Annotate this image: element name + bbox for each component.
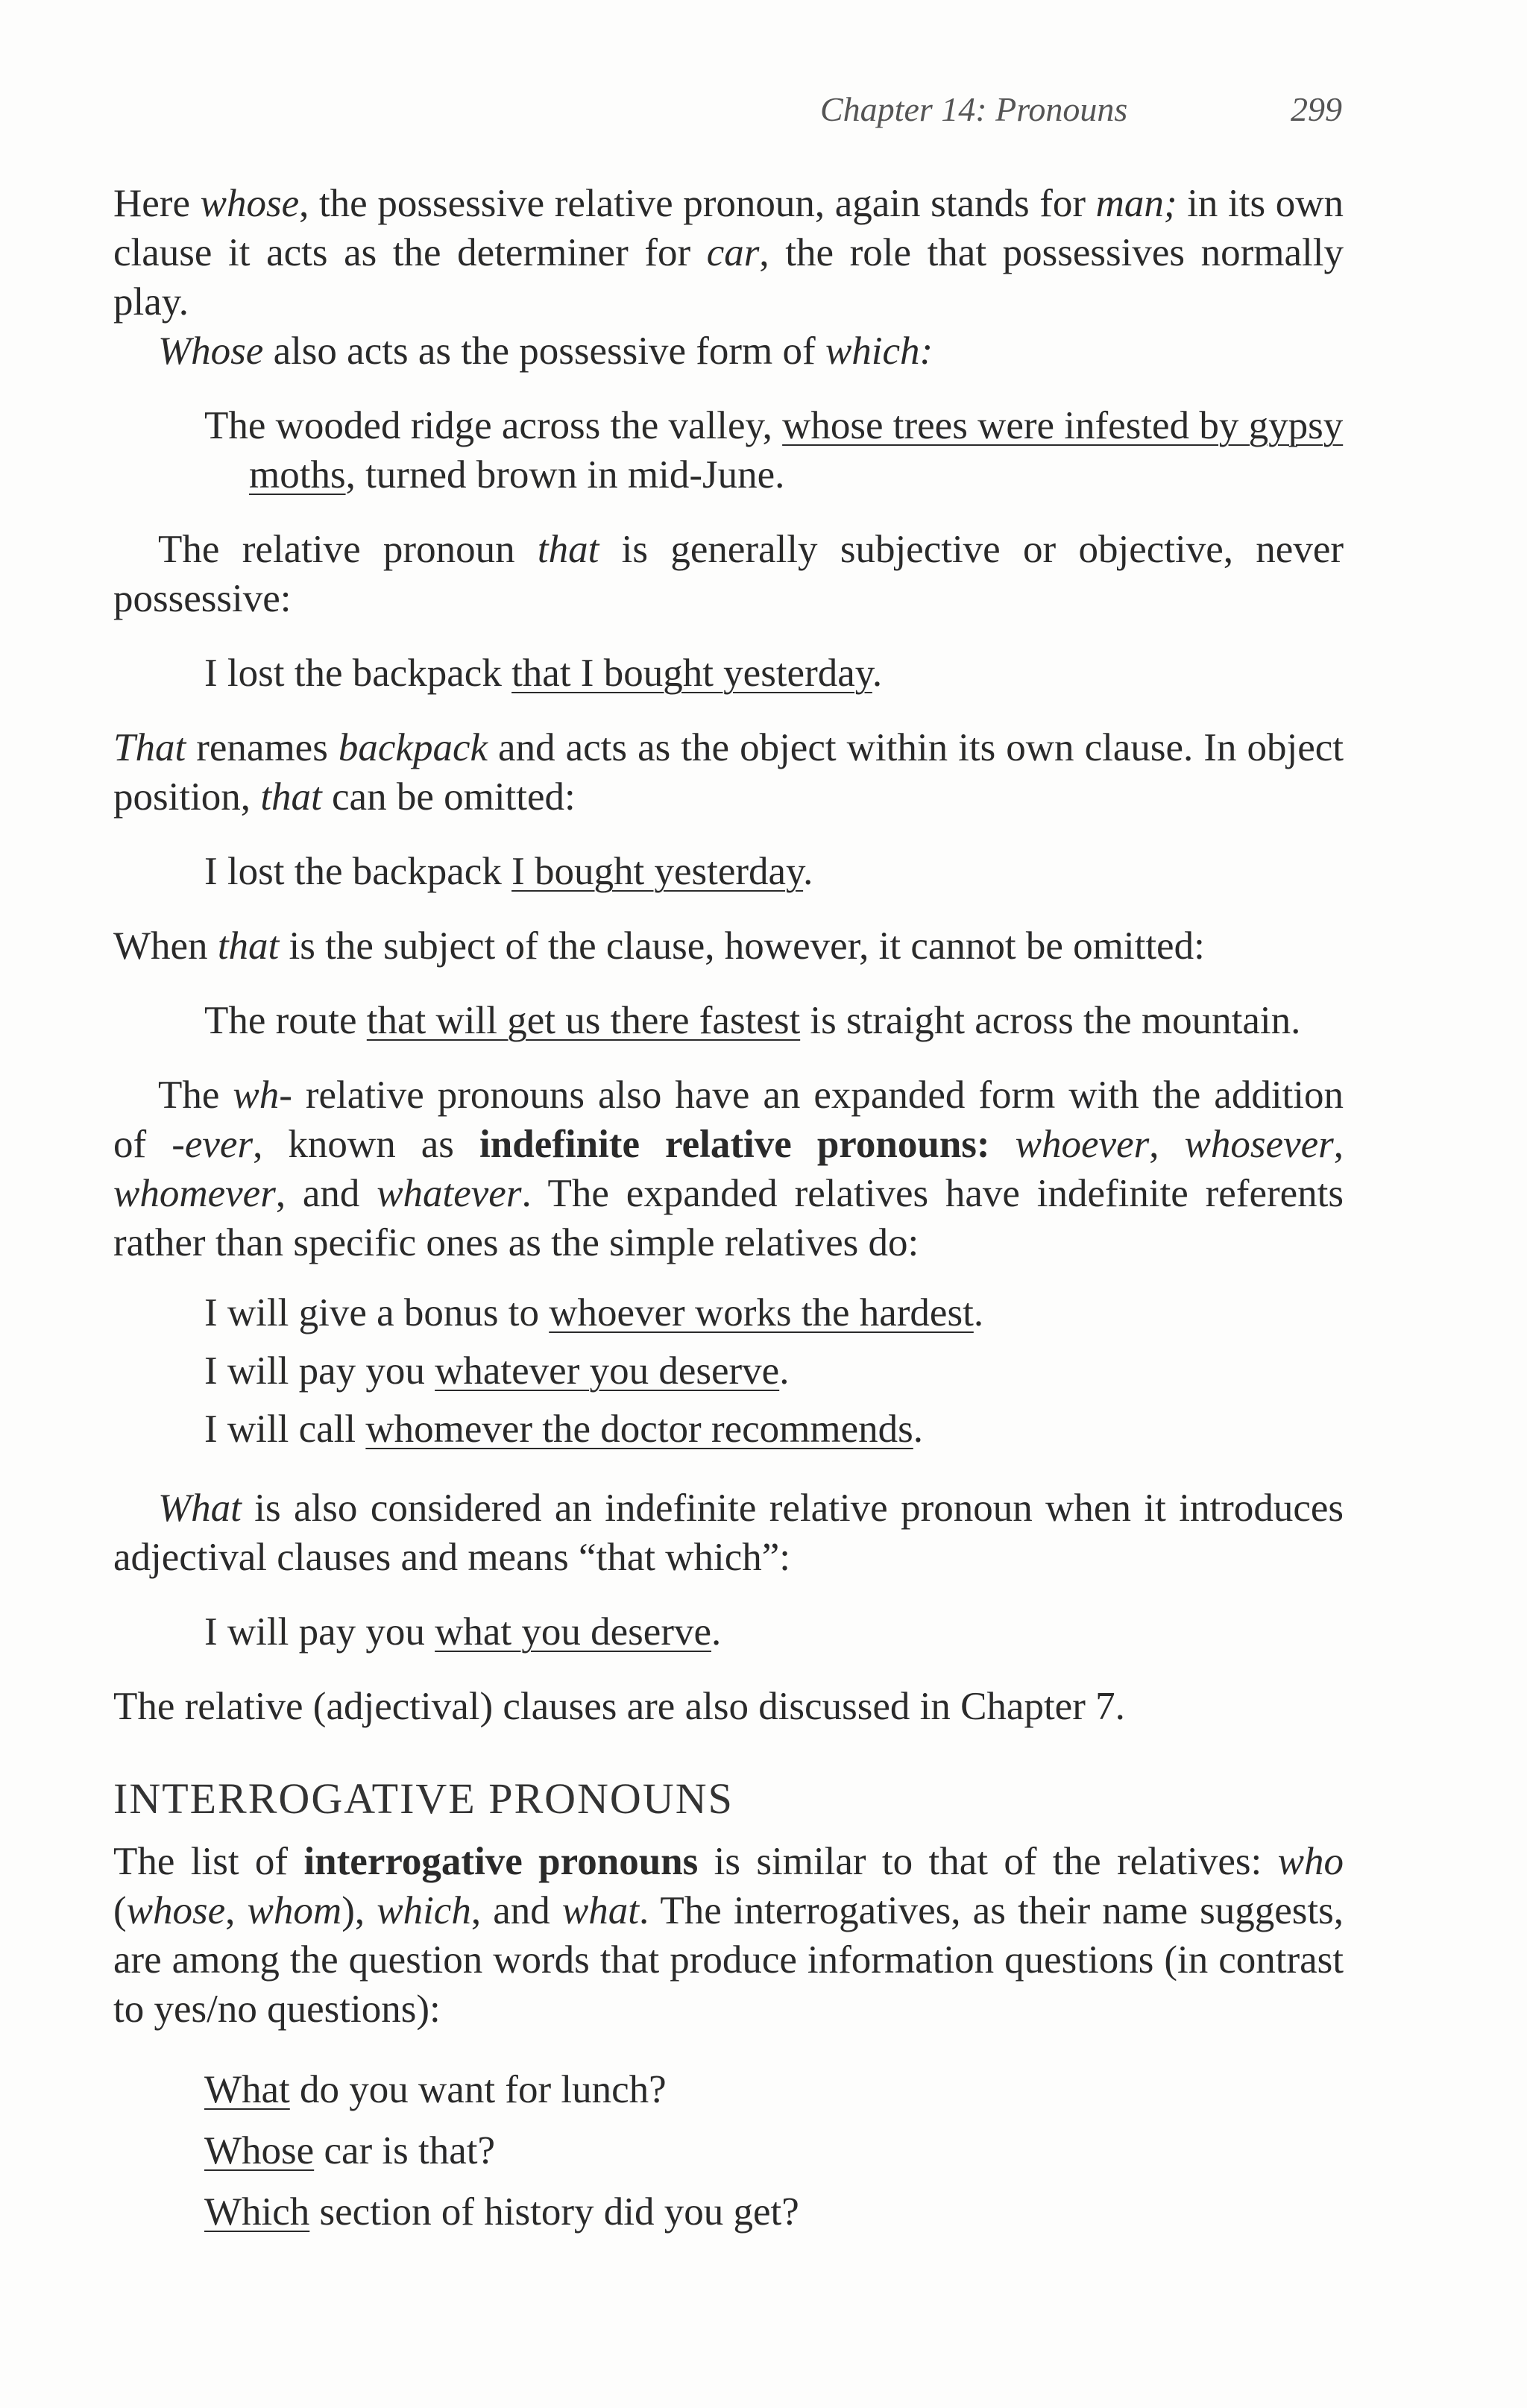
page-body — [113, 179, 1344, 2242]
paragraph-indefinite-relatives: The wh- relative pronouns also have an expanded form with the addition of -ever, known as indefinite relative pronouns: whoever, whosever, whomever, and whatever. The expanded relatives have indefinite referents rather than specific ones as the simple relatives do: — [113, 1074, 1344, 1264]
example-question: Whose car is that? — [204, 2129, 495, 2172]
paragraph-chapter-reference: The relative (adjectival) clauses are also discussed in Chapter 7. — [113, 1685, 1125, 1728]
page-number: 299 — [1291, 90, 1342, 128]
section-heading: INTERROGATIVE PRONOUNS — [113, 1774, 734, 1823]
paragraph-what-indefinite: What is also considered an indefinite relative pronoun when it introduces adjectival clauses and means “that which”: — [113, 1487, 1344, 1579]
example-sentence: I lost the backpack that I bought yesterday. — [204, 652, 883, 695]
example-sentence: The route that will get us there fastest is straight across the mountain. — [204, 999, 1301, 1042]
example-sentence: I will call whomever the doctor recommends. — [204, 1408, 924, 1451]
paragraph-that-relative: The relative pronoun that is generally subjective or objective, never possessive: — [113, 528, 1344, 620]
example-sentence: The wooded ridge across the valley, whose trees were infested by gypsy moths, turned brown in mid-June. — [204, 404, 1344, 497]
example-sentence: I will pay you whatever you deserve. — [204, 1349, 790, 1393]
running-header — [820, 89, 1342, 134]
example-sentence: I lost the backpack I bought yesterday. — [204, 850, 813, 893]
running-head-chapter: Chapter 14: Pronouns — [820, 90, 1128, 128]
example-question: Which section of history did you get? — [204, 2190, 799, 2234]
paragraph-whose-which: Whose also acts as the possessive form of which: — [158, 330, 933, 373]
paragraph-that-object: That renames backpack and acts as the object within its own clause. In object position, that can be omitted: — [113, 726, 1344, 819]
example-sentence: I will pay you what you deserve. — [204, 1610, 722, 1654]
paragraph-interrogatives: The list of interrogative pronouns is similar to that of the relatives: who (whose, whom), which, and what. The interrogatives, as their name suggests, are among the question words that produce information questions (in contrast to yes/no questions): — [113, 1840, 1344, 2031]
example-question: What do you want for lunch? — [204, 2068, 667, 2111]
example-sentence: I will give a bonus to whoever works the hardest. — [204, 1291, 984, 1334]
paragraph-whose-possessive: Here whose, the possessive relative pronoun, again stands for man; in its own clause it acts as the determiner for car, the role that possessives normally play. — [113, 182, 1344, 324]
paragraph-that-subject: When that is the subject of the clause, however, it cannot be omitted: — [113, 924, 1205, 968]
